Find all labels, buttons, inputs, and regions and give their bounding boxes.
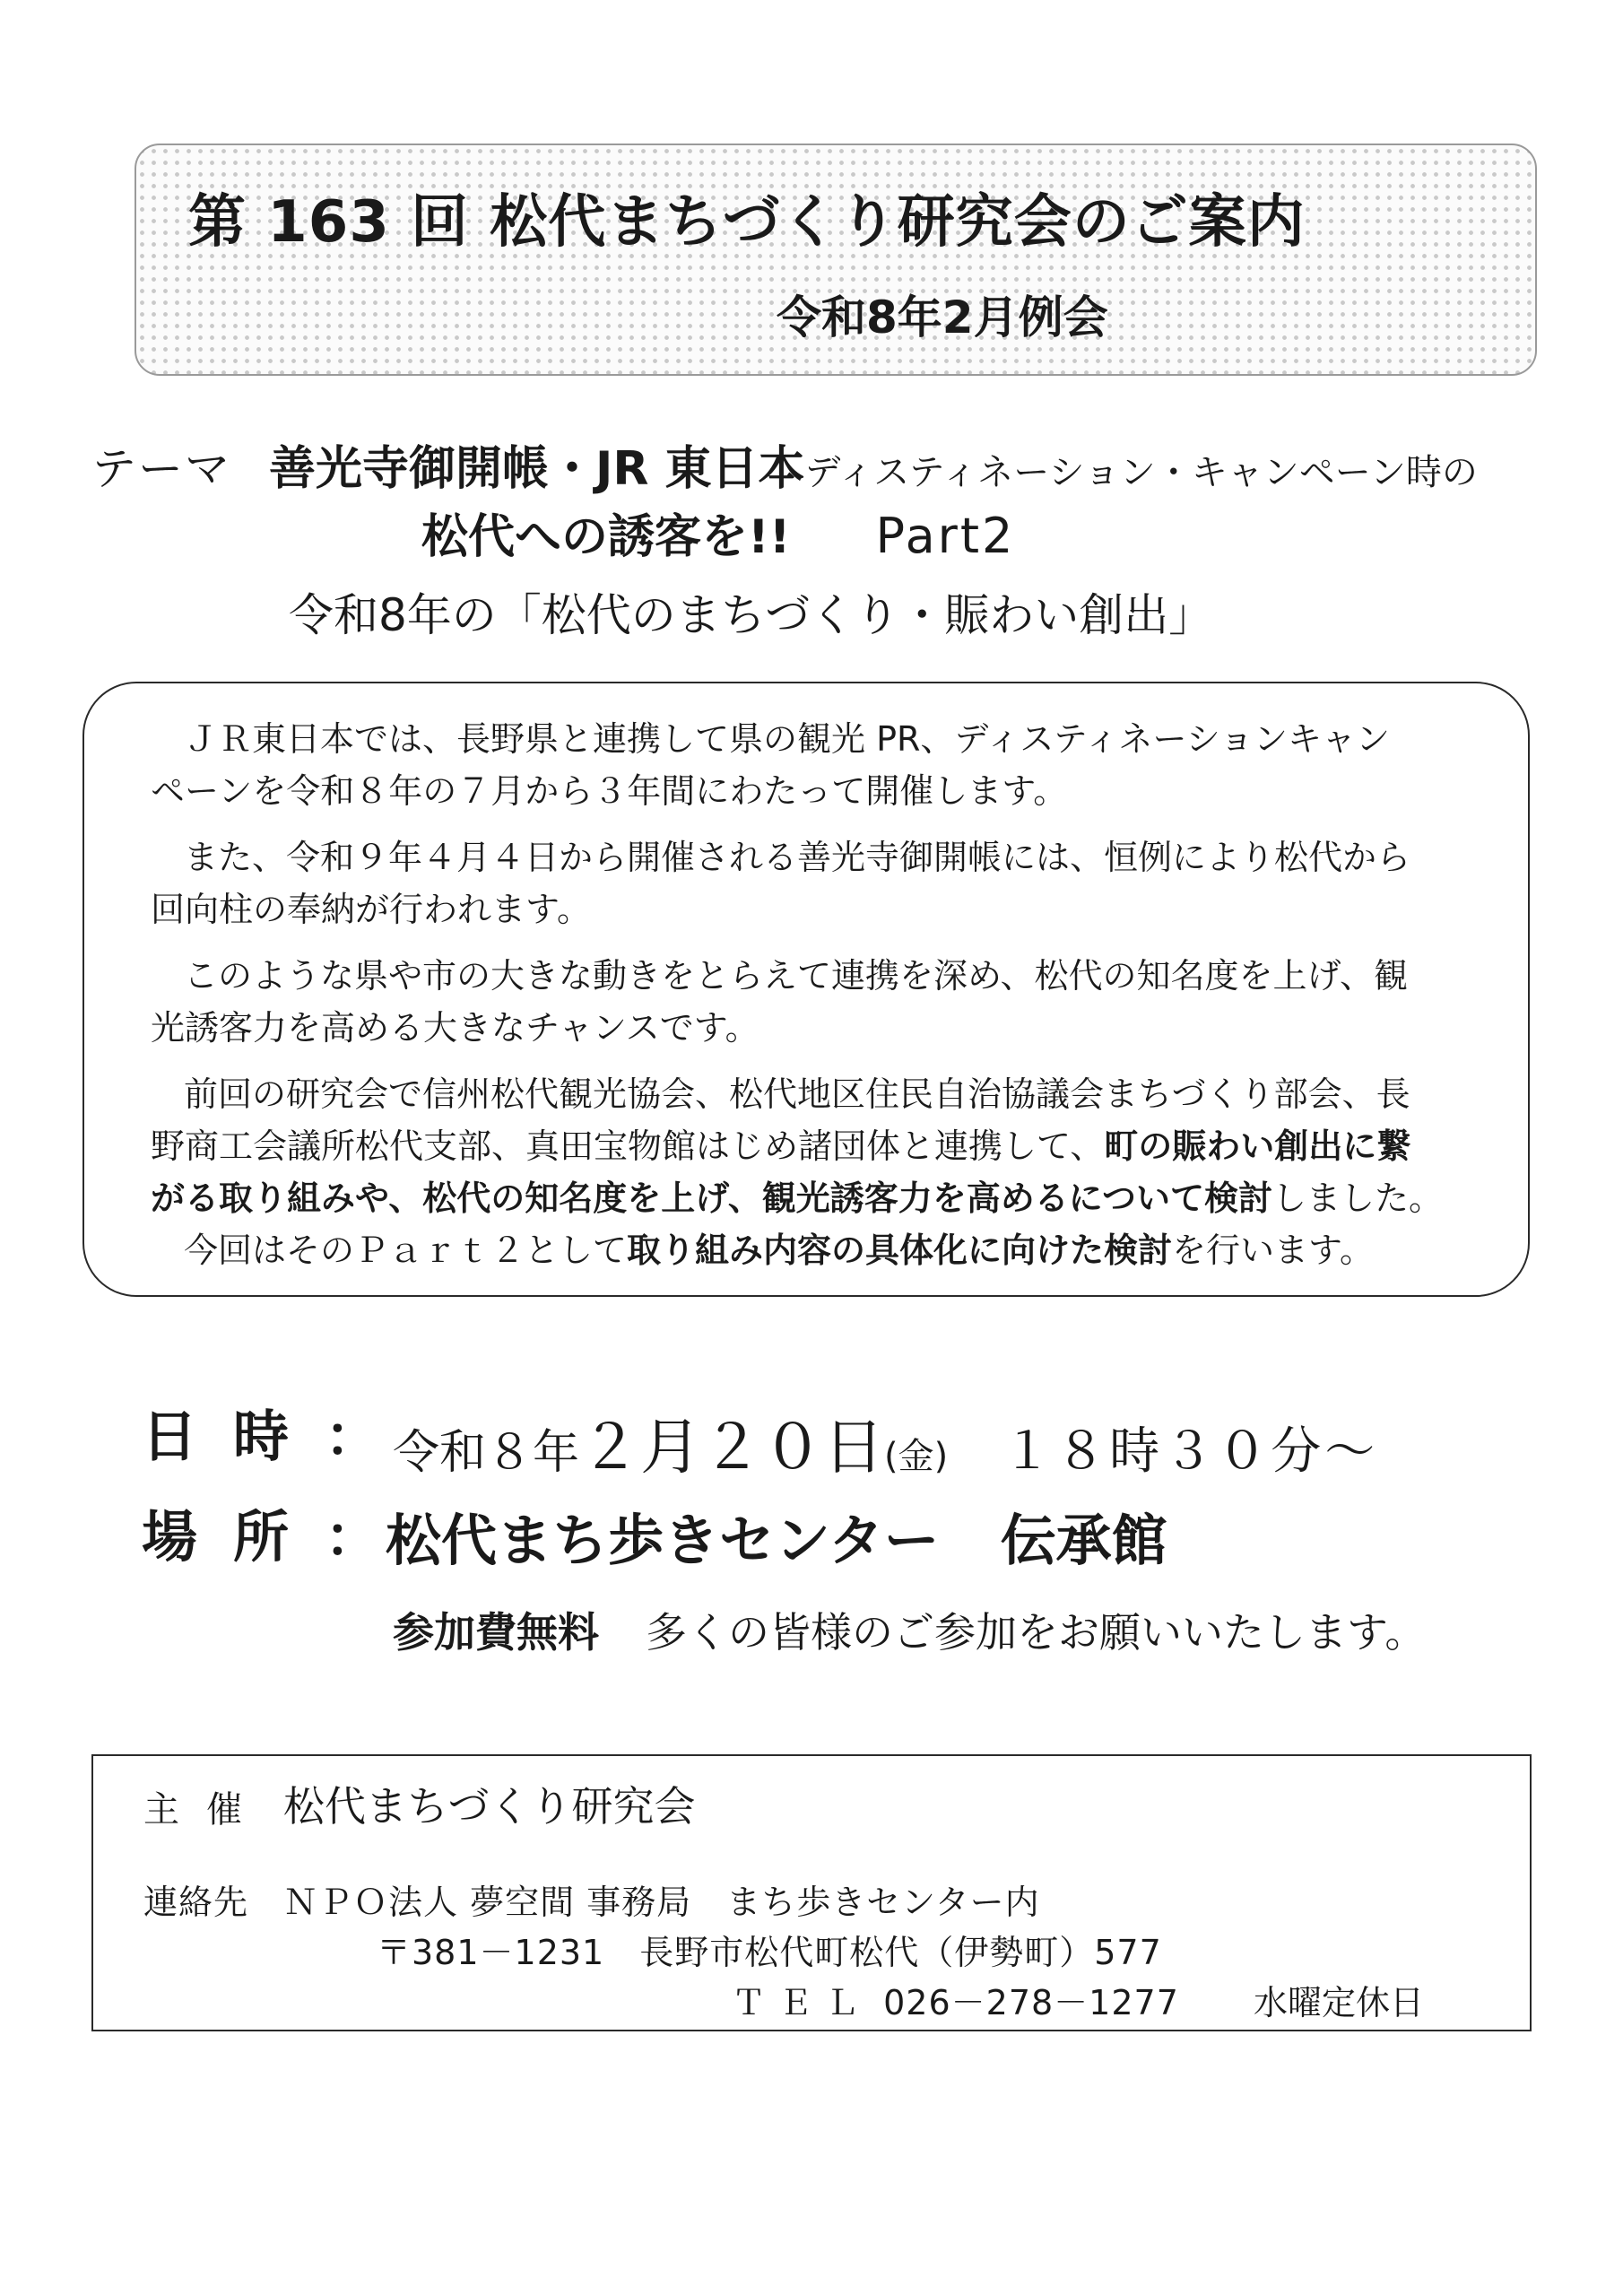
organizer-label: 主催 (143, 1789, 269, 1831)
contact-line-1: 連絡先 ＮＰＯ法人 夢空間 事務局 まち歩きセンター内 (143, 1883, 1040, 1922)
paragraph-4-line-2-bold: 町の賑わい創出に繋 (1104, 1126, 1411, 1166)
place-hall: 伝承館 (1000, 1508, 1167, 1573)
closed-day: 水曜定休日 (1253, 1983, 1424, 2022)
paragraph-4-line-3-plain: しました。 (1271, 1178, 1443, 1218)
contact-address: 〒381－1231 長野市松代町松代（伊勢町）577 (377, 1933, 1162, 1972)
paragraph-3-line-2: 光誘客力を高める大きなチャンスです。 (151, 1008, 759, 1048)
theme-main-text: 善光寺御開帳・JR 東日本 (269, 442, 805, 496)
theme-line-1 (91, 430, 1478, 498)
theme-part-label: Part2 (875, 508, 1016, 564)
fee-line (393, 1600, 1426, 1659)
date-era: 令和８年 (393, 1426, 580, 1480)
date-time: １８時３０分～ (1002, 1422, 1379, 1481)
place-label: 場所： (142, 1504, 417, 1570)
paragraph-4-line-3 (151, 1173, 1478, 1223)
page-title: 第 163 回 松代まちづくり研究会のご案内 (188, 189, 1306, 256)
paragraph-1-line-1: ＪＲ東日本では、長野県と連携して県の観光 PR、ディスティネーションキャン (184, 719, 1391, 759)
paragraph-1-line-2: ペーンを令和８年の７月から３年間にわたって開催します。 (151, 771, 1068, 811)
paragraph-3-line-1: このような県や市の大きな動きをとらえて連携を深め、松代の知名度を上げ、観 (184, 956, 1408, 996)
paragraph-4-line-3-bold: がる取り組みや、松代の知名度を上げ、観光誘客力を高めるについて検討 (151, 1178, 1272, 1218)
theme-line-2 (421, 499, 1015, 566)
theme-line-3: 令和8年の「松代のまちづくり・賑わい創出」 (289, 589, 1214, 641)
fee-text: 参加費無料 (393, 1608, 599, 1657)
paragraph-4-line-4 (184, 1225, 1511, 1275)
tel-number: 026－278－1277 (883, 1983, 1179, 2022)
date-weekday: (金) (884, 1436, 949, 1477)
date-value (393, 1399, 1378, 1486)
paragraph-4-line-4-plain-1: 今回はそのＰａｒｔ２として (184, 1231, 628, 1270)
paragraph-4-line-4-plain-2: を行います。 (1172, 1231, 1374, 1270)
paragraph-4-line-4-bold: 取り組み内容の具体化に向けた検討 (627, 1231, 1173, 1270)
tel-label: ＴＥＬ (732, 1983, 872, 2022)
paragraph-4-line-2 (151, 1121, 1478, 1171)
paragraph-4-line-2-plain: 野商工会議所松代支部、真田宝物館はじめ諸団体と連携して、 (151, 1126, 1105, 1166)
invite-text: 多くの皆様のご参加をお願いいたします。 (646, 1608, 1427, 1657)
paragraph-2-line-1: また、令和９年４月４日から開催される善光寺御開帳には、恒例により松代から (184, 838, 1411, 877)
place-name: 松代まち歩きセンター (386, 1508, 940, 1573)
theme-label: テーマ (91, 443, 231, 495)
place-value (386, 1496, 1167, 1576)
theme-line2-main: 松代への誘客を!! (421, 510, 791, 564)
date-month-day: ２月２０日 (579, 1413, 885, 1483)
organizer-name: 松代まちづくり研究会 (283, 1782, 696, 1831)
contact-phone-line (732, 1975, 1424, 2024)
paragraph-4-line-1: 前回の研究会で信州松代観光協会、松代地区住民自治協議会まちづくり部会、長 (184, 1074, 1410, 1114)
paragraph-2-line-2: 回向柱の奉納が行われます。 (151, 890, 591, 929)
theme-small-text: ディスティネーション・キャンペーン時の (804, 452, 1478, 493)
date-label: 日時： (142, 1404, 417, 1469)
meeting-subtitle: 令和8年2月例会 (777, 291, 1108, 344)
